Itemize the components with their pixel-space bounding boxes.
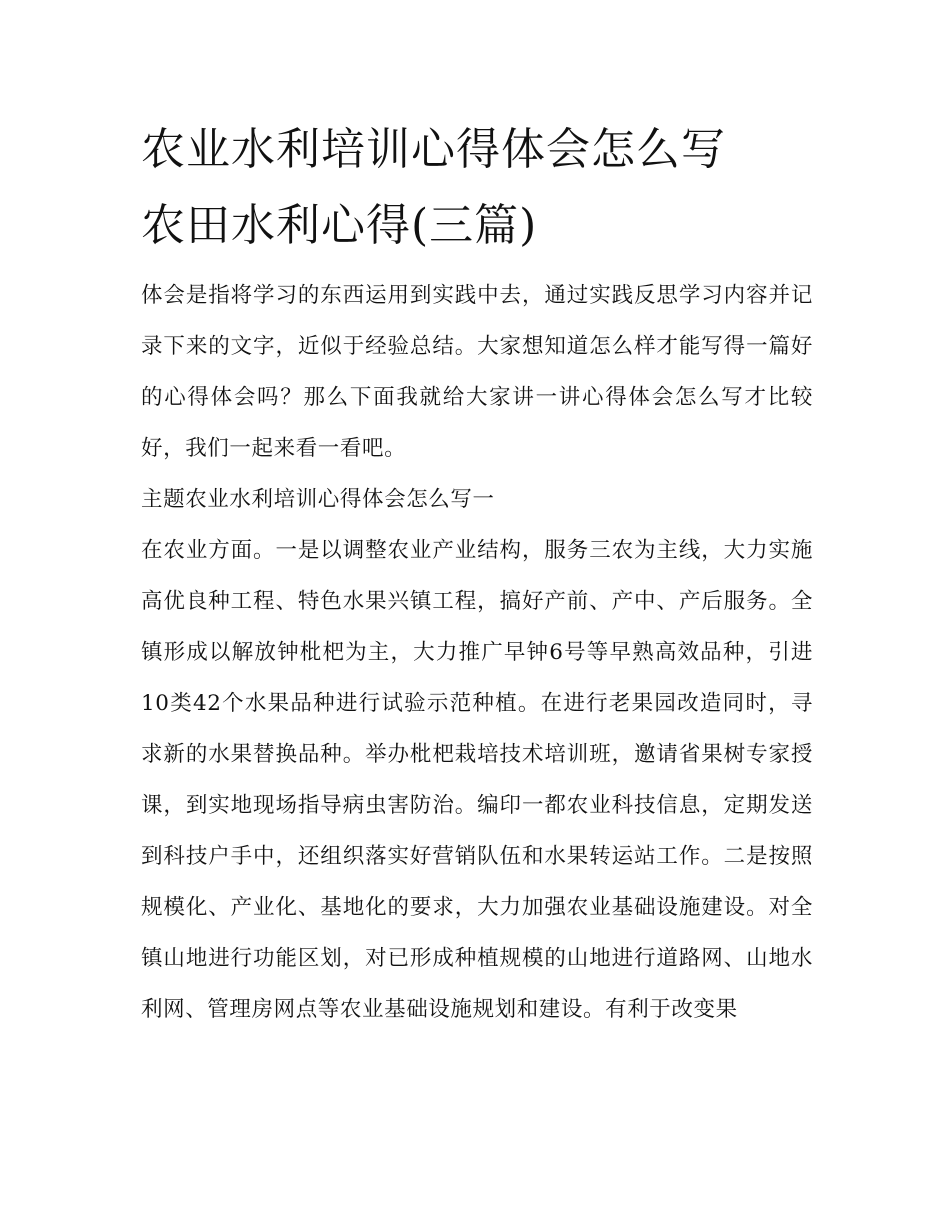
document-content — [141, 112, 813, 1035]
document-title — [141, 112, 813, 264]
title-line-2: 农田水利心得(三篇) — [141, 200, 538, 251]
intro-paragraph: 体会是指将学习的东西运用到实践中去，通过实践反思学习内容并记录下来的文字，近似于经验总结。大家想知道怎么样才能写得一篇好的心得体会吗？那么下面我就给大家讲一讲心得体会怎么写才比较好，我们一起来看一看吧。 — [141, 283, 813, 461]
body-paragraph: 在农业方面。一是以调整农业产业结构，服务三农为主线，大力实施高优良种工程、特色水果兴镇工程，搞好产前、产中、产后服务。全镇形成以解放钟枇杷为主，大力推广早钟6号等早熟高效品种，引进10类42个水果品种进行试验示范种植。在进行老果园改造同时，寻求新的水果替换品种。举办枇杷栽培技术培训班，邀请省果树专家授课，到实地现场指导病虫害防治。编印一都农业科技信息，定期发送到科技户手中，还组织落实好营销队伍和水果转运站工作。二是按照规模化、产业化、基地化的要求，大力加强农业基础设施建设。对全镇山地进行功能区划，对已形成种植规模的山地进行道路网、山地水利网、管理房网点等农业基础设施规划和建设。有利于改变果 — [141, 538, 813, 1022]
title-line-1: 农业水利培训心得体会怎么写 — [141, 124, 726, 175]
section-heading: 主题农业水利培训心得体会怎么写一 — [141, 487, 495, 512]
